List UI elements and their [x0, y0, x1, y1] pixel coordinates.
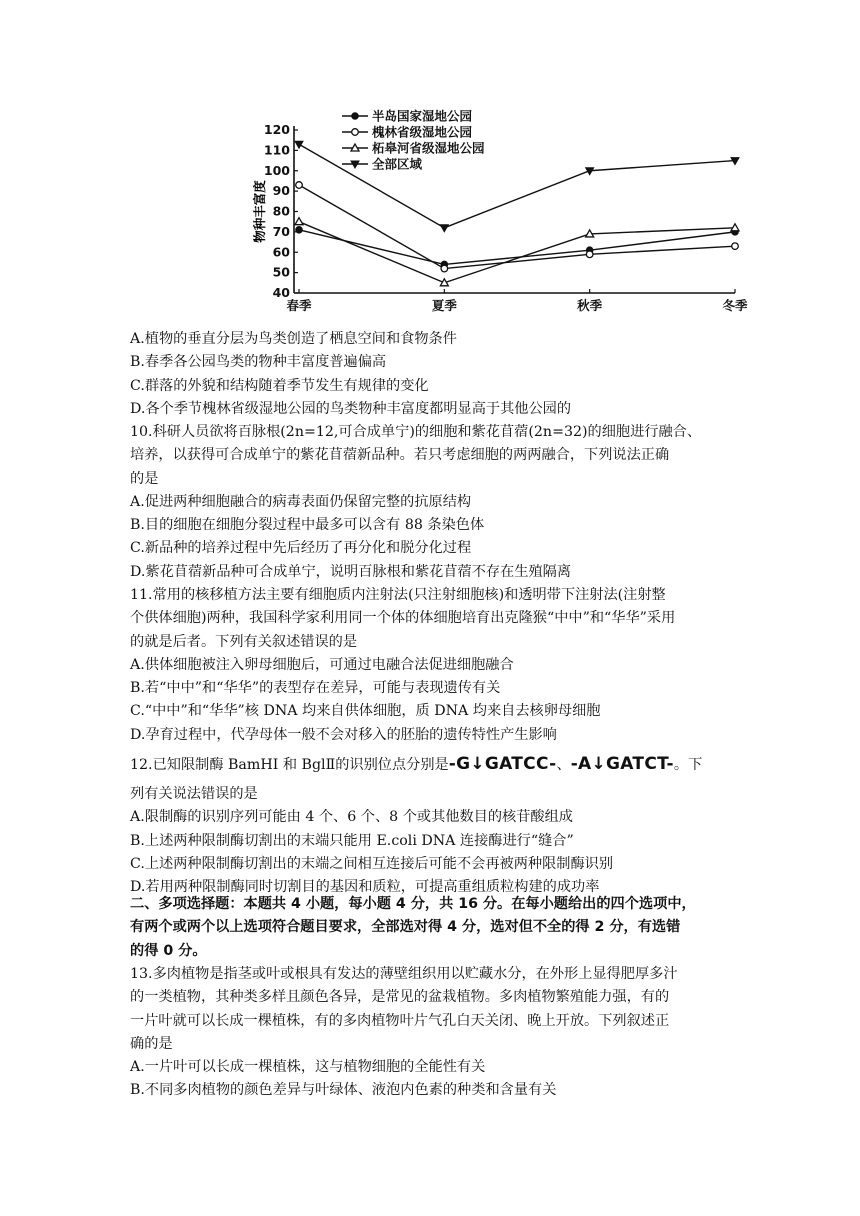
- legend-entry: [342, 125, 473, 140]
- data-point: [296, 182, 303, 189]
- x-tick-label: 春季: [286, 298, 312, 313]
- y-tick-label: 110: [263, 142, 290, 158]
- stem-suffix: 。下: [673, 757, 703, 773]
- stem-line: 10.科研人员欲将百脉根(2n=12,可合成单宁)的细胞和紫花苜蓿(2n=32)的细胞进行融合、: [130, 424, 702, 440]
- question-11: [130, 584, 760, 747]
- stem-line: 列有关说法错误的是: [130, 786, 258, 802]
- series-line: [299, 144, 735, 228]
- series-filled-triangle-down: [295, 141, 739, 232]
- legend-label: 半岛国家湿地公园: [372, 108, 473, 124]
- stem-line: [130, 750, 760, 779]
- x-tick-label: 冬季: [722, 298, 748, 313]
- legend-label: 柘皋河省级湿地公园: [372, 140, 485, 156]
- data-point: [352, 113, 359, 120]
- chart-legend: [342, 109, 485, 172]
- series-open-triangle: [295, 218, 739, 286]
- stem-line: 的是: [130, 470, 159, 487]
- option: A.一片叶可以长成一棵植株，这与植物细胞的全能性有关: [130, 1059, 486, 1076]
- question-10: [130, 421, 760, 584]
- option: B.春季各公园鸟类的物种丰富度普遍偏高: [130, 354, 387, 371]
- data-point: [352, 129, 359, 136]
- option: D.各个季节槐林省级湿地公园的鸟类物种丰富度都明显高于其他公园的: [130, 400, 572, 417]
- bamhi-site: -G↓GATCC-: [448, 754, 557, 774]
- legend-entry: [342, 109, 473, 124]
- y-tick-label: 50: [272, 264, 290, 280]
- data-point: [441, 265, 448, 272]
- series-line: [299, 222, 735, 283]
- bglii-site: -A↓GATCT-: [570, 754, 674, 774]
- y-tick-label: 80: [272, 203, 290, 219]
- stem-prefix: 12.已知限制酶 BamHI 和 BglⅡ的识别位点分别是: [130, 757, 449, 773]
- y-ticks: [264, 122, 298, 300]
- stem-line: 11.常用的核移植方法主要有细胞质内注射法(只注射细胞核)和透明带下注射法(注射整: [130, 587, 666, 603]
- separator: 、: [556, 757, 571, 773]
- stem-line: 个供体细胞)两种，我国科学家利用同一个体的体细胞培育出克隆猴“中中”和“华华”采用: [130, 610, 676, 627]
- y-tick-label: 60: [272, 244, 290, 260]
- section-line: 有两个或两个以上选项符合题目要求，全部选对得 4 分，选对但不全的得 2 分，有选错: [130, 919, 681, 936]
- y-tick-label: 40: [272, 285, 290, 300]
- option: A.限制酶的识别序列可能由 4 个、6 个、8 个或其他数目的核苷酸组成: [130, 809, 573, 826]
- stem-line: 培养，以获得可合成单宁的紫花苜蓿新品种。若只考虑细胞的两两融合，下列说法正确: [130, 447, 670, 464]
- section-line: 二、多项选择题：本题共 4 小题，每小题 4 分，共 16 分。在每小题给出的四个选项中，: [130, 896, 696, 912]
- data-point: [296, 227, 303, 234]
- data-point: [440, 225, 448, 232]
- x-tick-label: 秋季: [577, 298, 603, 313]
- option: A.植物的垂直分层为鸟类创造了栖息空间和食物条件: [130, 331, 457, 347]
- series-line: [299, 230, 735, 265]
- section-line: 的得 0 分。: [130, 942, 207, 959]
- option: B.上述两种限制酶切割出的末端只能用 E.coli DNA 连接酶进行“缝合”: [130, 832, 574, 849]
- stem-line: 的就是后者。下列有关叙述错误的是: [130, 633, 358, 650]
- q9-options: [130, 328, 760, 421]
- question-12: [130, 750, 760, 899]
- option: B.目的细胞在细胞分裂过程中最多可以含有 88 条染色体: [130, 517, 485, 534]
- data-point: [295, 218, 303, 225]
- series-line: [299, 185, 735, 269]
- y-tick-label: 100: [263, 162, 290, 178]
- chart-series: [295, 141, 739, 286]
- y-tick-label: 120: [263, 122, 290, 137]
- data-point: [586, 251, 593, 258]
- option: A.促进两种细胞融合的病毒表面仍保留完整的抗原结构: [130, 493, 472, 510]
- option: D.紫花苜蓿新品种可合成单宁，说明百脉根和紫花苜蓿不存在生殖隔离: [130, 563, 572, 580]
- option: D.若用两种限制酶同时切割目的基因和质粒，可提高重组质粒构建的成功率: [130, 879, 600, 896]
- stem-line: 的一类植物，其种类多样且颜色各异，是常见的盆栽植物。多肉植物繁殖能力强，有的: [130, 989, 670, 1006]
- legend-entry: [342, 141, 485, 156]
- option: A.供体细胞被注入卵母细胞后，可通过电融合法促进细胞融合: [130, 656, 514, 673]
- section-2-header: [130, 893, 760, 963]
- y-tick-label: 90: [272, 183, 290, 199]
- question-13: [130, 963, 760, 1103]
- y-axis-label: 物种丰富度: [252, 180, 267, 243]
- option: B.若“中中”和“华华”的表型存在差异，可能与表现遗传有关: [130, 680, 501, 697]
- legend-label: 槐林省级湿地公园: [372, 124, 473, 140]
- option: C.新品种的培养过程中先后经历了再分化和脱分化过程: [130, 540, 472, 557]
- species-richness-chart: [250, 108, 750, 318]
- option: C.群落的外貌和结构随着季节发生有规律的变化: [130, 377, 429, 394]
- option: D.孕育过程中，代孕母体一般不会对移入的胚胎的遗传特性产生影响: [130, 726, 557, 743]
- data-point: [732, 243, 739, 250]
- stem-line: 一片叶就可以长成一棵植株，有的多肉植物叶片气孔白天关闭、晚上开放。下列叙述正: [130, 1012, 670, 1029]
- legend-label: 全部区域: [372, 156, 423, 172]
- chart-axes: [294, 126, 735, 293]
- option: C.“中中”和“华华”核 DNA 均来自供体细胞，质 DNA 均来自去核卵母细胞: [130, 703, 601, 720]
- stem-line: 确的是: [130, 1035, 173, 1052]
- option: B.不同多肉植物的颜色差异与叶绿体、液泡内色素的种类和含量有关: [130, 1082, 557, 1099]
- data-point: [295, 141, 303, 148]
- legend-entry: [342, 157, 423, 172]
- stem-line: 13.多肉植物是指茎或叶或根具有发达的薄壁组织用以贮藏水分，在外形上显得肥厚多汁: [130, 966, 678, 982]
- option: C.上述两种限制酶切割出的末端之间相互连接后可能不会再被两种限制酶识别: [130, 855, 614, 872]
- x-tick-label: 夏季: [431, 298, 457, 313]
- y-tick-label: 70: [272, 223, 290, 239]
